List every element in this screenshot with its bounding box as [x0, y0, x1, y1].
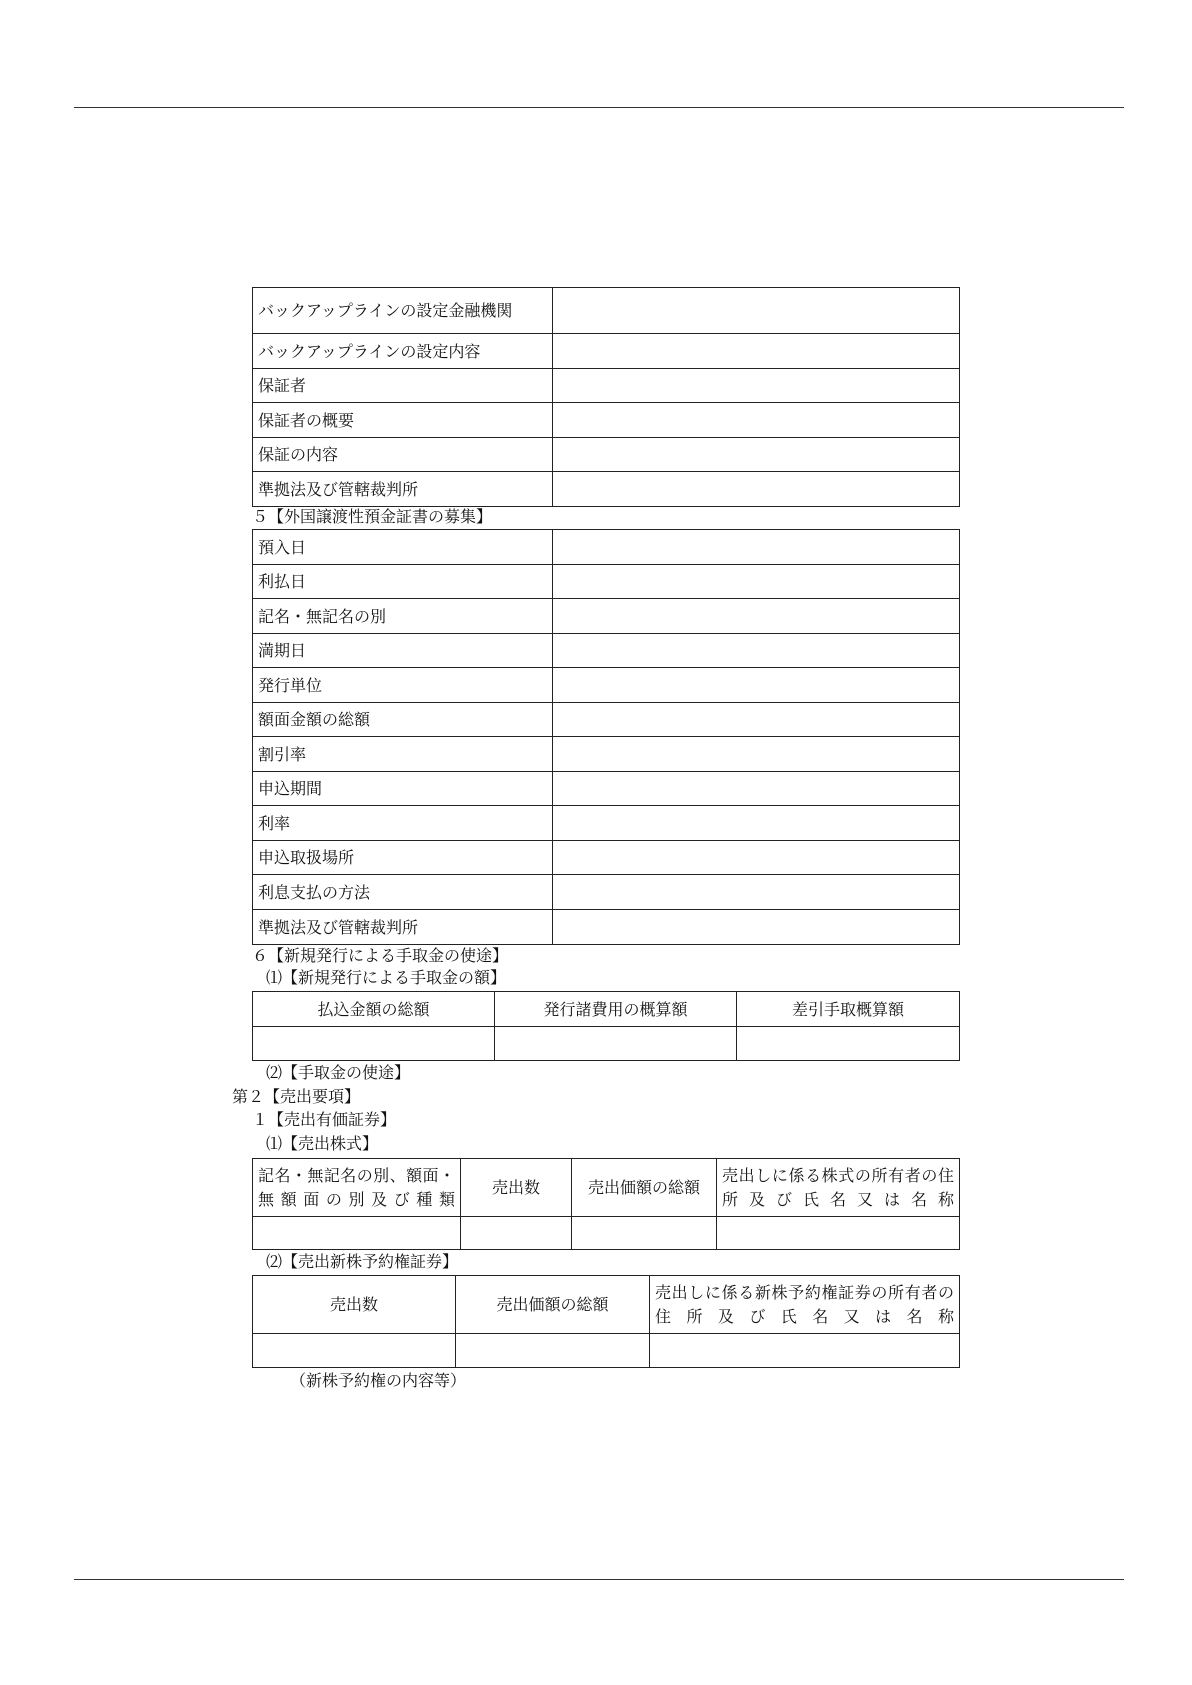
table-cell	[572, 1217, 717, 1250]
section-5-table	[252, 529, 960, 945]
table-row	[253, 841, 960, 875]
section-6-sub2-heading: ⑵【手取金の使途】	[266, 1063, 411, 1082]
row-value	[553, 438, 960, 472]
row-label: 保証の内容	[253, 438, 553, 472]
header-rule	[74, 107, 1124, 108]
table-row	[253, 910, 960, 945]
column-header: 売出しに係る新株予約権証券の所有者の住所及び氏名又は名称	[650, 1276, 960, 1334]
row-value	[553, 841, 960, 875]
table-cell	[461, 1217, 572, 1250]
table-header-row	[253, 1159, 960, 1217]
row-value	[553, 737, 960, 772]
part-2-section-1-heading: １【売出有価証券】	[252, 1110, 397, 1129]
row-value	[553, 369, 960, 403]
table-row	[253, 403, 960, 438]
row-label: 満期日	[253, 634, 553, 668]
column-header: 差引手取概算額	[737, 992, 960, 1027]
row-value	[553, 703, 960, 737]
section-5-heading: ５【外国譲渡性預金証書の募集】	[252, 507, 493, 526]
row-label: 記名・無記名の別	[253, 599, 553, 634]
table-row	[253, 438, 960, 472]
table-cell	[737, 1027, 960, 1061]
table-row	[253, 668, 960, 703]
backup-line-table	[252, 287, 960, 507]
row-label: 預入日	[253, 530, 553, 565]
table-cell	[456, 1334, 650, 1368]
row-label: 準拠法及び管轄裁判所	[253, 910, 553, 945]
row-label: 額面金額の総額	[253, 703, 553, 737]
part-2-sub1-heading: ⑴【売出株式】	[266, 1134, 379, 1153]
column-header: 売出価額の総額	[572, 1159, 717, 1217]
table-cell	[253, 1027, 495, 1061]
row-label: 保証者の概要	[253, 403, 553, 438]
row-label: 利息支払の方法	[253, 875, 553, 910]
section-6-heading: ６【新規発行による手取金の使途】	[252, 946, 509, 965]
table-row	[253, 1217, 960, 1250]
table-cell	[253, 1217, 461, 1250]
table-cell	[650, 1334, 960, 1368]
row-value	[553, 334, 960, 369]
row-value	[553, 530, 960, 565]
row-label: 申込期間	[253, 772, 553, 806]
section-6-sub1-heading: ⑴【新規発行による手取金の額】	[266, 968, 507, 987]
table-row	[253, 1027, 960, 1061]
row-label: 利率	[253, 806, 553, 841]
column-header: 売出しに係る株式の所有者の住所及び氏名又は名称	[717, 1159, 960, 1217]
part-2-heading: 第２【売出要項】	[232, 1087, 361, 1106]
table-cell	[253, 1334, 456, 1368]
column-header: 発行諸費用の概算額	[495, 992, 737, 1027]
stock-rights-note: （新株予約権の内容等）	[290, 1371, 467, 1390]
table-row	[253, 530, 960, 565]
table-row	[253, 334, 960, 369]
table-cell	[717, 1217, 960, 1250]
table-row	[253, 703, 960, 737]
table-row	[253, 369, 960, 403]
row-label: 発行単位	[253, 668, 553, 703]
column-header: 払込金額の総額	[253, 992, 495, 1027]
column-header: 売出数	[253, 1276, 456, 1334]
row-value	[553, 910, 960, 945]
row-label: バックアップラインの設定内容	[253, 334, 553, 369]
row-value	[553, 875, 960, 910]
table-cell	[495, 1027, 737, 1061]
row-label: 準拠法及び管轄裁判所	[253, 472, 553, 507]
row-value	[553, 668, 960, 703]
row-value	[553, 565, 960, 599]
table-row	[253, 599, 960, 634]
table-row	[253, 737, 960, 772]
table-row	[253, 875, 960, 910]
table-row	[253, 806, 960, 841]
table-header-row	[253, 992, 960, 1027]
table-row	[253, 472, 960, 507]
row-label: 利払日	[253, 565, 553, 599]
part-2-sub2-heading: ⑵【売出新株予約権証券】	[266, 1252, 459, 1271]
column-header: 売出価額の総額	[456, 1276, 650, 1334]
table-row	[253, 634, 960, 668]
row-value	[553, 806, 960, 841]
proceeds-amount-table	[252, 991, 960, 1061]
table-row	[253, 288, 960, 334]
shares-for-sale-table	[252, 1158, 960, 1250]
column-header: 記名・無記名の別、額面・無額面の別及び種類	[253, 1159, 461, 1217]
row-value	[553, 288, 960, 334]
row-value	[553, 634, 960, 668]
table-row	[253, 772, 960, 806]
row-value	[553, 403, 960, 438]
row-value	[553, 599, 960, 634]
stock-acquisition-rights-table	[252, 1275, 960, 1368]
row-value	[553, 472, 960, 507]
row-value	[553, 772, 960, 806]
row-label: 割引率	[253, 737, 553, 772]
table-row	[253, 565, 960, 599]
row-label: 保証者	[253, 369, 553, 403]
table-row	[253, 1334, 960, 1368]
table-header-row	[253, 1276, 960, 1334]
column-header: 売出数	[461, 1159, 572, 1217]
row-label: バックアップラインの設定金融機関	[253, 288, 553, 334]
row-label: 申込取扱場所	[253, 841, 553, 875]
footer-rule	[74, 1579, 1124, 1580]
